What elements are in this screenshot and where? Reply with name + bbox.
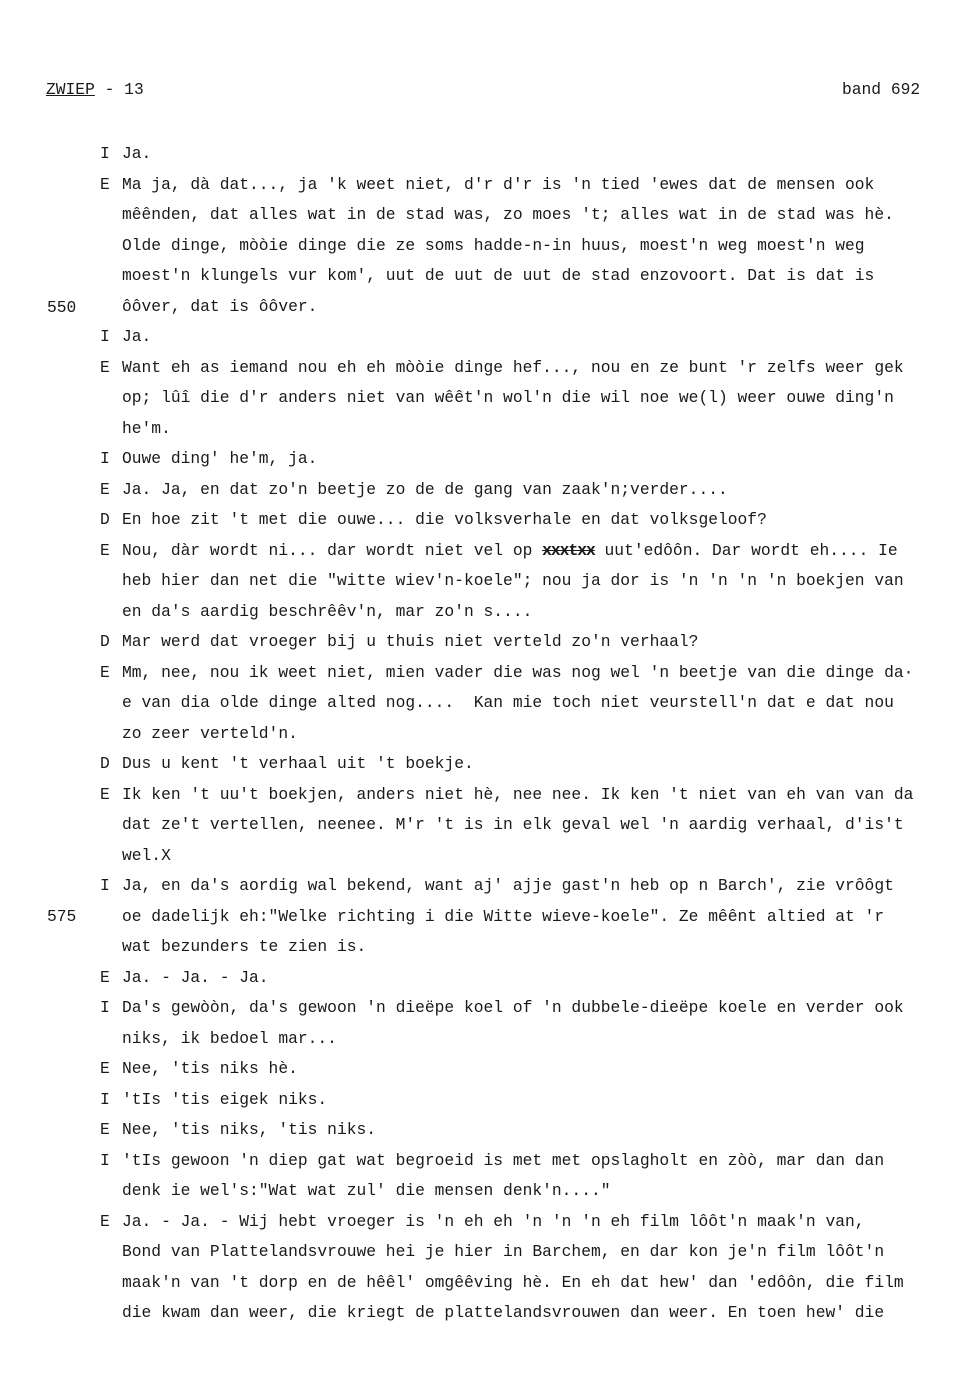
line-text: Nee, 'tis niks, 'tis niks. [122, 1120, 377, 1139]
line-text: dat ze't vertellen, neenee. M'r 't is in elk geval wel 'n aardig verhaal, d'is't [122, 815, 904, 834]
speaker-label: E [100, 479, 110, 499]
transcript-line [122, 846, 171, 865]
line-text: maak'n van 't dorp en de hêêl' omgêêving hè. En eh dat hew' dan 'edôôn, die film [122, 1272, 904, 1292]
transcript-line [122, 815, 904, 834]
line-text: Ja. - Ja. - Ja. [122, 967, 269, 987]
speaker-label: I [100, 449, 110, 468]
transcript-line [122, 571, 904, 590]
transcript-line [122, 693, 894, 712]
speaker-label: E [100, 357, 110, 377]
speaker-label: E [100, 1120, 110, 1139]
speaker-label: E [100, 784, 110, 804]
line-text: Nou, dàr wordt ni... dar wordt niet vel op [122, 540, 533, 560]
line-text: Olde dinge, mòòie dinge die ze soms hadde-n-in huus, moest'n weg moest'n weg [122, 235, 865, 255]
transcript-line [100, 754, 474, 773]
line-text: Ik ken 't uu't boekjen, anders niet hè, nee nee. Ik ken 't niet van eh van van da [122, 784, 914, 804]
line-text: denk ie wel's:"Wat wat zul' die mensen denk'n...." [122, 1181, 611, 1200]
speaker-label: I [100, 998, 110, 1017]
speaker-label: E [100, 174, 110, 194]
speaker-label: I [100, 1150, 110, 1170]
transcript-line [122, 419, 171, 438]
line-text: ôôver, dat is ôôver. [122, 296, 318, 316]
transcript-line [100, 144, 151, 163]
line-text: en da's aardig beschrêêv'n, mar zo'n s.... [122, 601, 533, 621]
line-text: 'tIs gewoon 'n diep gat wat begroeid is met met opslagholt en zòò, mar dan dan [122, 1150, 885, 1170]
transcript-line [100, 632, 698, 651]
line-text: Nee, 'tis niks hè. [122, 1059, 298, 1078]
transcript-line [100, 327, 151, 346]
transcript-line [122, 205, 894, 224]
speaker-label: E [100, 662, 110, 682]
line-text: niks, ik bedoel mar... [122, 1028, 337, 1048]
line-text: 'tIs 'tis eigek niks. [122, 1089, 328, 1109]
line-text: Ja. [122, 327, 152, 346]
speaker-label: I [100, 876, 110, 895]
transcript-line [100, 1120, 376, 1139]
transcript-line [122, 602, 532, 621]
speaker-label: I [100, 1089, 110, 1109]
struck-out-word: xxxtxx [542, 540, 595, 560]
line-number-575: 575 [47, 907, 77, 926]
speaker-label: D [100, 754, 110, 773]
transcript-line [100, 663, 913, 682]
transcript-line [100, 541, 898, 560]
transcript-line [122, 266, 874, 285]
speaker-label: D [100, 510, 110, 529]
line-text: die kwam dan weer, die kriegt de plattelandsvrouwen dan weer. En toen hew' die [122, 1303, 885, 1322]
line-text: heb hier dan net die "witte wiev'n-koele"; nou ja dor is 'n 'n 'n 'n boekjen van [122, 571, 904, 590]
line-text: mêênden, dat alles wat in de stad was, zo moes 't; alles wat in de stad was hè. [122, 205, 894, 224]
line-text: Bond van Plattelandsvrouwe hei je hier in Barchem, en dar kon je'n film lôôt'n [122, 1242, 885, 1261]
transcript-line [122, 937, 366, 956]
transcript-line [100, 449, 317, 468]
line-text: he'm. [122, 418, 171, 438]
line-text: Dus u kent 't verhaal uit 't boekje. [122, 754, 474, 773]
transcript-line [100, 998, 904, 1017]
line-text: Da's gewòòn, da's gewoon 'n dieëpe koel of 'n dubbele-dieëpe koele en verder ook [122, 998, 904, 1017]
line-text: op; lûî die d'r anders niet van wêêt'n wol'n die wil noe we(l) weer ouwe ding'n [122, 388, 894, 407]
page-header-left [46, 80, 144, 99]
line-text: zo zeer verteld'n. [122, 723, 298, 743]
line-text: Mar werd dat vroeger bij u thuis niet verteld zo'n verhaal? [122, 632, 699, 651]
line-text: Ja, en da's aordig wal bekend, want aj' ajje gast'n heb op n Barch', zie vrôôgt [122, 876, 894, 895]
line-text: En hoe zit 't met die ouwe... die volksverhale en dat volksgeloof? [122, 510, 767, 529]
document-title: ZWIEP [46, 80, 95, 99]
transcript-line [100, 968, 269, 987]
speaker-label: I [100, 327, 110, 346]
transcript-line [122, 1303, 884, 1322]
speaker-label: D [100, 632, 110, 651]
transcript-line [100, 480, 728, 499]
line-text: Ouwe ding' he'm, ja. [122, 449, 318, 468]
speaker-label: E [100, 967, 110, 987]
transcript-line [100, 876, 894, 895]
transcript-line [122, 388, 894, 407]
line-text: oe dadelijk eh:"Welke richting i die Witte wieve-koele". Ze mêênt altied at 'r [122, 906, 885, 926]
line-text: moest'n klungels vur kom', uut de uut de uut de stad enzovoort. Dat is dat is [122, 266, 875, 285]
line-text: Want eh as iemand nou eh eh mòòie dinge hef..., nou en ze bunt 'r zelfs weer gek [122, 357, 904, 377]
transcript-line [122, 236, 865, 255]
line-text: wat bezunders te zien is. [122, 937, 367, 956]
transcript-line [122, 1273, 904, 1292]
transcript-line [122, 907, 884, 926]
transcript-line [122, 1029, 337, 1048]
speaker-label: I [100, 144, 110, 163]
transcript-line [122, 297, 317, 316]
transcript-line [100, 1212, 865, 1231]
line-text: wel.X [122, 845, 171, 865]
line-text-after: uut'edôôn. Dar wordt eh.... Ie [594, 540, 898, 560]
line-text: e van dia olde dinge alted nog.... Kan mie toch niet veurstell'n dat e dat nou [122, 693, 894, 712]
transcript-line [100, 510, 767, 529]
speaker-label: E [100, 540, 110, 560]
line-text: Ja. [122, 144, 152, 163]
line-text: Ja. Ja, en dat zo'n beetje zo de de gang van zaak'n;verder.... [122, 479, 728, 499]
transcript-line [100, 175, 874, 194]
band-number: band 692 [842, 80, 921, 99]
speaker-label: E [100, 1059, 110, 1078]
transcript-line [100, 785, 913, 804]
transcript-line [122, 1242, 884, 1261]
line-text: Ja. - Ja. - Wij hebt vroeger is 'n eh eh 'n 'n 'n eh film lôôt'n maak'n van, [122, 1211, 865, 1231]
transcript-line [100, 1090, 327, 1109]
transcript-line [100, 1059, 298, 1078]
page-number: - 13 [94, 80, 144, 99]
transcript-line [100, 358, 904, 377]
transcript-line [100, 1151, 884, 1170]
transcript-line [122, 1181, 611, 1200]
speaker-label: E [100, 1211, 110, 1231]
line-text: Mm, nee, nou ik weet niet, mien vader die was nog wel 'n beetje van die dinge da· [122, 662, 914, 682]
line-text: Ma ja, dà dat..., ja 'k weet niet, d'r d'r is 'n tied 'ewes dat de mensen ook [122, 174, 875, 194]
line-number-550: 550 [47, 298, 77, 317]
transcript-line [122, 724, 298, 743]
